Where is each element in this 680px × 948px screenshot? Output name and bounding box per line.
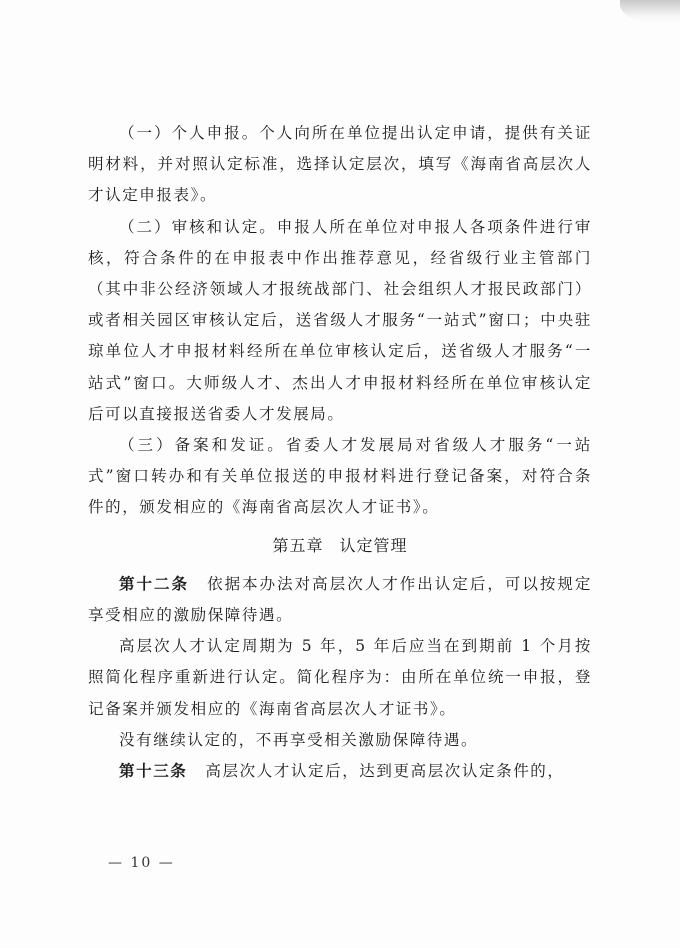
paragraph-filing-and-certification: （三）备案和发证。省委人才发展局对省级人才服务“一站式”窗口转办和有关单位报送的申报材料进行登记备案，对符合条件的，颁发相应的《海南省高层次人才证书》。 [88, 436, 592, 517]
paragraph-review-and-approval: （二）审核和认定。申报人所在单位对申报人各项条件进行审核，符合条件的在申报表中作出推荐意见，经省级行业主管部门（其中非公经济领域人才报统战部门、社会组织人才报民政部门）或者相关园区审核认定后，送省级人才服务“一站式”窗口；中央驻琼单位人才申报材料经所在单位审核认定后，送省级人才服务“一站式”窗口。大师级人才、杰出人才申报材料经所在单位审核认定后可以直接报送省委人才发展局。 [88, 217, 592, 423]
chapter-heading [88, 530, 592, 561]
article-thirteen [88, 756, 592, 787]
article-twelve-text: 依据本办法对高层次人才作出认定后，可以按规定享受相应的激励保障待遇。 [88, 574, 593, 625]
article-twelve [88, 569, 592, 631]
article-thirteen-text: 高层次人才认定后，达到更高层次认定条件的， [205, 762, 565, 781]
document-body [88, 118, 592, 787]
scan-corner-shadow [620, 0, 680, 22]
paragraph-recognition-cycle: 高层次人才认定周期为 5 年，5 年后应当在到期前 1 个月按照简化程序重新进行认定。简化程序为：由所在单位统一申报，登记备案并颁发相应的《海南省高层次人才证书》。 [88, 637, 592, 718]
page-number: — 10 — [108, 855, 175, 871]
article-twelve-label: 第十二条 [119, 574, 190, 593]
chapter-title: 认定管理 [339, 535, 408, 555]
paragraph-personal-application: （一）个人申报。个人向所在单位提出认定申请，提供有关证明材料，并对照认定标准，选择认定层次，填写《海南省高层次人才认定申报表》。 [88, 124, 592, 205]
article-thirteen-label: 第十三条 [119, 762, 188, 781]
chapter-number: 第五章 [272, 535, 324, 555]
paragraph-no-renewal: 没有继续认定的，不再享受相关激励保障待遇。 [119, 730, 479, 749]
